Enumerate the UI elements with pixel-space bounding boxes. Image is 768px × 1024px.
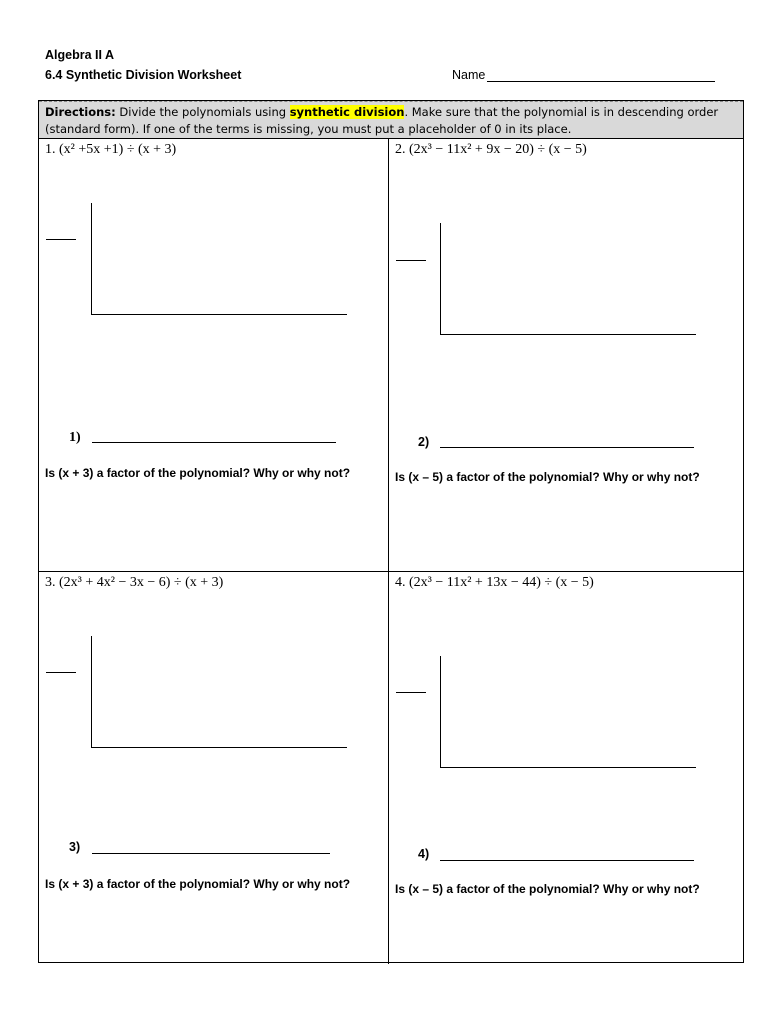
problem-3-answer-field[interactable]: [92, 853, 330, 854]
column-divider: [388, 139, 389, 964]
directions-box: [39, 101, 743, 139]
problem-2-expression: 2. (2x³ − 11x² + 9x − 20) ÷ (x − 5): [395, 142, 587, 157]
directions-highlight: synthetic division: [289, 105, 405, 119]
problem-1-answer-label: 1): [69, 430, 81, 445]
problem-3-division-bracket-vertical: [91, 636, 92, 748]
problem-3-divisor-line: [46, 672, 76, 673]
worksheet-grid: [38, 100, 744, 963]
course-title: Algebra II A: [45, 48, 114, 62]
problem-4-answer-label: 4): [418, 847, 430, 861]
problem-1-divisor-line: [46, 239, 76, 240]
directions-text-before: Divide the polynomials using: [115, 105, 290, 119]
problem-4-divisor-line: [396, 692, 426, 693]
problem-4-division-bracket-vertical: [440, 656, 441, 768]
problem-1-expression: 1. (x² +5x +1) ÷ (x + 3): [45, 142, 177, 157]
row-divider: [39, 571, 743, 572]
problem-2-division-bracket-horizontal: [440, 334, 696, 335]
name-field[interactable]: [487, 81, 715, 82]
directions-label: Directions:: [45, 105, 116, 119]
problem-1-division-bracket-horizontal: [91, 314, 347, 315]
problem-1-question: Is (x + 3) a factor of the polynomial? Why or why not?: [45, 466, 351, 480]
problem-3-expression: 3. (2x³ + 4x² − 3x − 6) ÷ (x + 3): [45, 575, 224, 590]
problem-2-divisor-line: [396, 260, 426, 261]
problem-4-expression: 4. (2x³ − 11x² + 13x − 44) ÷ (x − 5): [395, 575, 594, 590]
problem-1-division-bracket-vertical: [91, 203, 92, 315]
problem-4-question: Is (x – 5) a factor of the polynomial? Why or why not?: [395, 882, 700, 896]
problem-4-answer-field[interactable]: [440, 860, 694, 861]
name-label: Name: [452, 68, 486, 82]
problem-2-division-bracket-vertical: [440, 223, 441, 335]
problem-1-answer-field[interactable]: [92, 442, 336, 443]
problem-4-division-bracket-horizontal: [440, 767, 696, 768]
problem-2-answer-field[interactable]: [440, 447, 694, 448]
problem-3-division-bracket-horizontal: [91, 747, 347, 748]
problem-3-answer-label: 3): [69, 840, 81, 854]
worksheet-title: 6.4 Synthetic Division Worksheet: [45, 68, 242, 82]
problem-2-answer-label: 2): [418, 435, 430, 449]
directions-text-after: . Make sure that the polynomial is in descending order (standard form). If one of the terms is missing, you must put a placeholder of 0 in its place.: [45, 105, 719, 136]
problem-2-question: Is (x – 5) a factor of the polynomial? Why or why not?: [395, 470, 700, 484]
problem-3-question: Is (x + 3) a factor of the polynomial? Why or why not?: [45, 877, 351, 891]
